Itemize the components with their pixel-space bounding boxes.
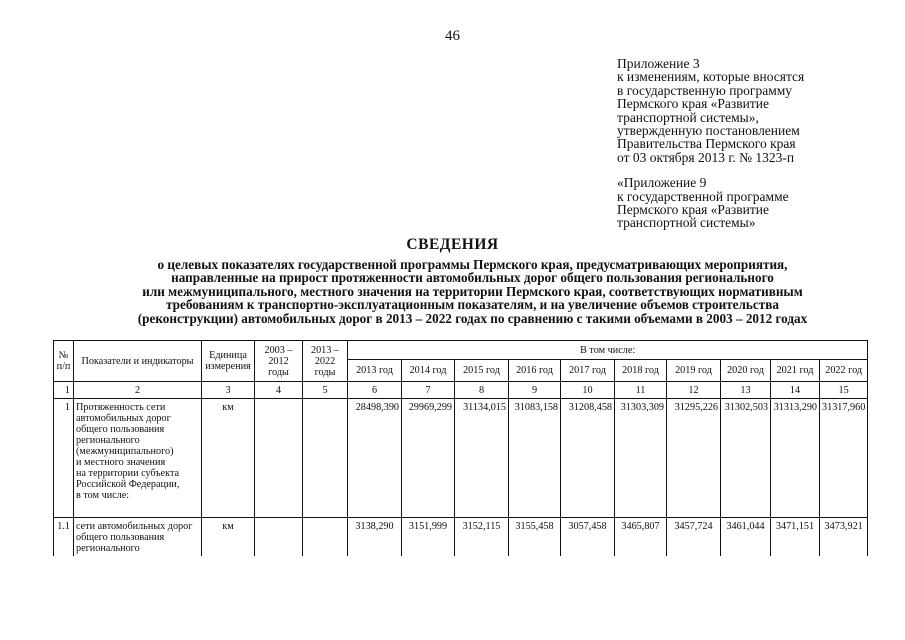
header-year: 2018 год: [615, 360, 667, 382]
header-year: 2016 год: [509, 360, 561, 382]
table-row: [54, 518, 868, 557]
row-period-2003: [255, 518, 303, 557]
header-year: 2013 год: [348, 360, 402, 382]
row-value: 3155,458: [509, 518, 561, 557]
row-period-2013: [303, 518, 348, 557]
header-period-2013: 2013 – 2022 годы: [303, 341, 348, 382]
column-number: 8: [455, 382, 509, 399]
indicator-line: и местного значения: [76, 457, 166, 468]
header-year: 2020 год: [721, 360, 771, 382]
subtitle-line: или межмуниципального, местного значения на территории Пермского края, соответствующих нормативным: [142, 283, 803, 299]
column-number: 9: [509, 382, 561, 399]
appendix-line: от 03 октября 2013 г. № 1323-п: [617, 149, 795, 165]
header-indicators: Показатели и индикаторы: [74, 341, 202, 382]
header-num: № п/п: [54, 341, 74, 382]
appendix-line: транспортной системы»,: [617, 109, 759, 125]
column-number: 11: [615, 382, 667, 399]
row-value: 3151,999: [402, 518, 455, 557]
subtitle-line: (реконструкции) автомобильных дорог в 2013 – 2022 годах по сравнению с такими объемами в 2003 – 2012 годах: [137, 310, 808, 326]
column-number: 13: [721, 382, 771, 399]
row-value: 29969,299: [402, 399, 455, 518]
row-value: 3473,921: [820, 518, 868, 557]
document-title: СВЕДЕНИЯ: [406, 236, 499, 253]
indicator-line: в том числе:: [76, 490, 130, 501]
indicator-line: сети автомобильных дорог: [76, 521, 193, 532]
appendix9-line: Пермского края «Развитие: [617, 202, 769, 218]
subtitle-line: о целевых показателях государственной программы Пермского края, предусматривающих мероприятия,: [157, 257, 788, 272]
indicator-line: Российской Федерации,: [76, 479, 180, 490]
indicator-line: автомобильных дорог: [76, 413, 171, 424]
subtitle-line: направленные на прирост протяженности автомобильных дорог общего пользования регионального: [171, 270, 774, 286]
row-value: 31134,015: [455, 399, 509, 518]
table-header-row: [54, 341, 868, 360]
column-number: 1: [54, 382, 74, 399]
row-value: 3471,151: [771, 518, 820, 557]
column-number: 2: [74, 382, 202, 399]
row-value: 3457,724: [667, 518, 721, 557]
appendix-block: [617, 57, 897, 230]
header-year: 2015 год: [455, 360, 509, 382]
indicator-line: общего пользования: [76, 532, 165, 543]
table-row: [54, 399, 868, 518]
header-year: 2022 год: [820, 360, 868, 382]
header-year: 2021 год: [771, 360, 820, 382]
header-year: 2017 год: [561, 360, 615, 382]
row-value: 28498,390: [348, 399, 402, 518]
appendix9-line: «Приложение 9: [617, 175, 707, 191]
indicator-line: (межмуниципального): [76, 446, 174, 457]
column-number: 14: [771, 382, 820, 399]
column-number: 4: [255, 382, 303, 399]
indicators-table: [53, 340, 868, 556]
row-value: 31313,290: [771, 399, 820, 518]
row-value: 31302,503: [721, 399, 771, 518]
appendix-line: к изменениям, которые вносятся: [617, 69, 805, 85]
column-number: 10: [561, 382, 615, 399]
header-unit: Единица измерения: [202, 341, 255, 382]
header-including: В том числе:: [348, 341, 868, 360]
row-period-2003: [255, 399, 303, 518]
column-number: 15: [820, 382, 868, 399]
row-value: 31208,458: [561, 399, 615, 518]
row-value: 31295,226: [667, 399, 721, 518]
row-value: 3057,458: [561, 518, 615, 557]
appendix9-line: транспортной системы»: [617, 215, 756, 231]
column-numbers-row: [54, 382, 868, 399]
row-period-2013: [303, 399, 348, 518]
header-year: 2019 год: [667, 360, 721, 382]
column-number: 3: [202, 382, 255, 399]
indicator-line: на территории субъекта: [76, 468, 180, 479]
row-value: 31317,960: [820, 399, 868, 518]
appendix9-line: к государственной программе: [617, 188, 789, 204]
subtitle-line: требованиям к транспортно-эксплуатационным показателям, и на увеличение объемов строительства: [166, 297, 779, 313]
appendix-line: в государственную программу: [617, 82, 793, 98]
row-num: 1.1: [54, 518, 74, 557]
row-value: 3465,807: [615, 518, 667, 557]
indicator-line: регионального: [76, 543, 140, 554]
indicator-line: регионального: [76, 435, 140, 446]
row-value: 3461,044: [721, 518, 771, 557]
header-year: 2014 год: [402, 360, 455, 382]
row-num: 1: [54, 399, 74, 518]
row-indicator: [74, 518, 202, 557]
column-number: 12: [667, 382, 721, 399]
indicator-line: общего пользования: [76, 424, 165, 435]
page-number: 46: [445, 28, 460, 44]
appendix-line: утвержденную постановлением: [617, 123, 800, 139]
row-value: 31083,158: [509, 399, 561, 518]
column-number: 5: [303, 382, 348, 399]
appendix-line: Пермского края «Развитие: [617, 96, 769, 112]
row-unit: км: [202, 518, 255, 557]
indicator-line: Протяженность сети: [76, 402, 166, 413]
column-number: 6: [348, 382, 402, 399]
column-number: 7: [402, 382, 455, 399]
document-subtitle: [40, 258, 905, 325]
row-indicator: [74, 399, 202, 518]
row-value: 3138,290: [348, 518, 402, 557]
row-value: 3152,115: [455, 518, 509, 557]
header-period-2003: 2003 – 2012 годы: [255, 341, 303, 382]
appendix-line: Правительства Пермского края: [617, 136, 796, 152]
row-value: 31303,309: [615, 399, 667, 518]
row-unit: км: [202, 399, 255, 518]
appendix-line: Приложение 3: [617, 56, 700, 71]
